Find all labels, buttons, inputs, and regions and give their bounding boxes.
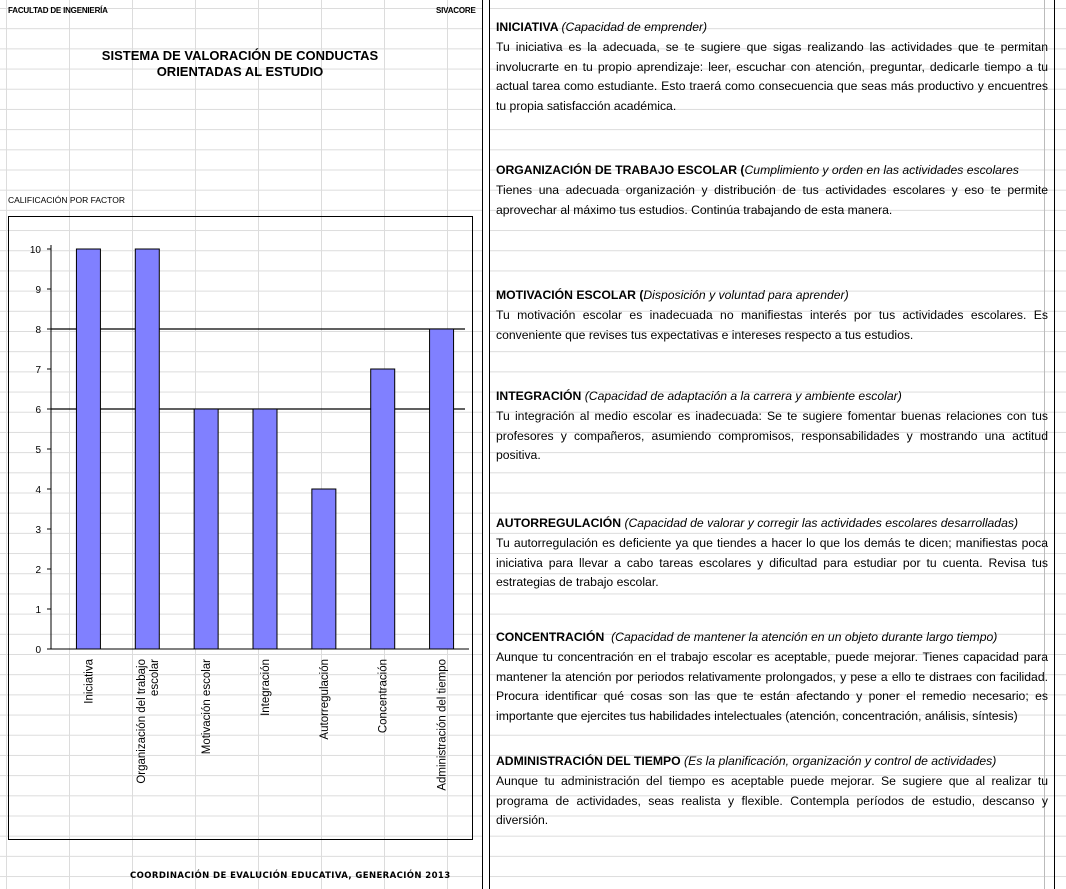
- section-subtitle: (Capacidad de adaptación a la carrera y ambiente escolar): [584, 389, 902, 403]
- y-tick-label: 10: [29, 245, 41, 256]
- section-integracion: [496, 387, 1048, 466]
- bar: [312, 489, 336, 649]
- section-heading: [496, 752, 1048, 772]
- section-iniciativa: [496, 18, 1048, 117]
- bar: [194, 409, 218, 649]
- section-title: INICIATIVA: [496, 20, 559, 34]
- section-text: Tu integración al medio escolar es inadecuada: Se te sugiere fomentar buenas relaciones con tus profesores y compañeros, asumiendo compromisos, responsabilidades y mostrando una actitud positiva.: [496, 408, 1048, 463]
- section-heading: [496, 286, 1048, 306]
- x-tick-label: escolar: [148, 659, 161, 697]
- y-tick-label: 8: [35, 325, 41, 336]
- section-motivacion: [496, 286, 1048, 345]
- y-tick-label: 7: [35, 365, 41, 376]
- title-line-1: SISTEMA DE VALORACIÓN DE CONDUCTAS: [101, 48, 379, 63]
- bar-chart[interactable]: [9, 217, 472, 839]
- x-tick-label: Autorregulación: [318, 659, 331, 740]
- section-title: ADMINISTRACIÓN DEL TIEMPO: [496, 754, 681, 768]
- y-tick-label: 1: [35, 605, 41, 616]
- section-text: Tu autorregulación es deficiente ya que tiendes a hacer lo que los demás te dicen; manifiestas poca iniciativa para llevar a cabo tareas escolares y dificultad para estudiar por tu cuenta. Revisa tus estrategias de trabajo escolar.: [496, 535, 1048, 590]
- section-concentracion: [496, 628, 1048, 727]
- section-heading: [496, 18, 1048, 38]
- section-text: Aunque tu administración del tiempo es aceptable puede mejorar. Se sugiere que al realizar tu programa de actividades, seas realista y flexible. Contempla períodos de estudio, descanso y diversión.: [496, 773, 1048, 828]
- y-tick-label: 4: [35, 485, 41, 496]
- sheet-right-border: [1054, 0, 1055, 889]
- x-tick-label: Concentración: [377, 659, 390, 734]
- section-text: Aunque tu concentración en el trabajo escolar es aceptable, puede mejorar. Tienes capacidad para mantener la atención por periodos relativamente prolongados, y pese a ello te distraes con facilidad. Procura identificar qué cosas son las que te están afectando y poner el remedio necesario; es importante que ejercites tus habilidades intelectuales (atención, concentración, análisis, síntesis): [496, 649, 1048, 724]
- title-line-2: ORIENTADAS AL ESTUDIO: [156, 64, 324, 79]
- section-text: Tu iniciativa es la adecuada, se te sugiere que sigas realizando las actividades que te permitan involucrarte en tu propio aprendizaje: leer, escuchar con atención, preguntar, dedicarle tiempo a tu actual tarea como estudiante. Esto traerá como consecuencia que seas más productivo y encuentres tu propia satisfacción académica.: [496, 39, 1048, 114]
- section-subtitle: Cumplimiento y orden en las actividades escolares: [744, 163, 1019, 177]
- system-code-label: SIVACORE: [436, 6, 476, 15]
- section-title: INTEGRACIÓN: [496, 389, 582, 403]
- section-title: AUTORREGULACIÓN: [496, 516, 622, 530]
- x-tick-label: Administración del tiempo: [436, 659, 449, 791]
- faculty-label: FACULTAD DE INGENIERÍA: [8, 6, 108, 15]
- y-tick-label: 2: [35, 565, 41, 576]
- section-subtitle: Disposición y voluntad para aprender): [643, 288, 849, 302]
- section-administracion: [496, 752, 1048, 831]
- section-autorregulacion: [496, 514, 1048, 593]
- section-organizacion: [496, 161, 1048, 220]
- y-tick-label: 0: [35, 645, 41, 656]
- footer-credit: COORDINACIÓN DE EVALUCIÓN EDUCATIVA, GENERACIÓN 2013: [130, 871, 451, 881]
- bar: [135, 249, 159, 649]
- section-text: Tu motivación escolar es inadecuada no manifiestas interés por tus actividades escolares. Es conveniente que revises tus expectativas e intereses respecto a tus estudios.: [496, 307, 1048, 342]
- section-heading: [496, 628, 1048, 648]
- bar: [76, 249, 100, 649]
- section-heading: [496, 514, 1048, 534]
- bar: [253, 409, 277, 649]
- chart-frame[interactable]: [8, 216, 473, 840]
- section-title: ORGANIZACIÓN DE TRABAJO ESCOLAR (: [496, 163, 745, 177]
- section-subtitle: (Capacidad de mantener la atención en un objeto durante largo tiempo): [611, 630, 998, 644]
- y-tick-label: 6: [35, 405, 41, 416]
- y-tick-label: 3: [35, 525, 41, 536]
- section-subtitle: (Capacidad de valorar y corregir las actividades escolares desarrolladas): [624, 516, 1019, 530]
- section-text: Tienes una adecuada organización y distribución de tus actividades escolares y eso te permite aprovechar al máximo tus estudios. Continúa trabajando de esta manera.: [496, 182, 1048, 217]
- section-heading: [496, 387, 1048, 407]
- y-tick-label: 5: [35, 445, 41, 456]
- section-heading: [496, 161, 1048, 181]
- pane-divider[interactable]: [482, 0, 490, 889]
- section-title: MOTIVACIÓN ESCOLAR (: [496, 288, 644, 302]
- bar: [371, 369, 395, 649]
- x-tick-label: Integración: [260, 659, 272, 716]
- chart-label: CALIFICACIÓN POR FACTOR: [8, 195, 125, 205]
- x-tick-label: Motivación escolar: [201, 659, 214, 755]
- page-title: [60, 48, 420, 80]
- x-tick-label: Iniciativa: [83, 659, 96, 704]
- section-subtitle: (Es la planificación, organización y control de actividades): [684, 754, 997, 768]
- x-tick-label: Organización del trabajo: [135, 659, 148, 784]
- y-tick-label: 9: [35, 285, 41, 296]
- section-title: CONCENTRACIÓN: [496, 630, 605, 644]
- bar: [430, 329, 454, 649]
- section-subtitle: (Capacidad de emprender): [561, 20, 708, 34]
